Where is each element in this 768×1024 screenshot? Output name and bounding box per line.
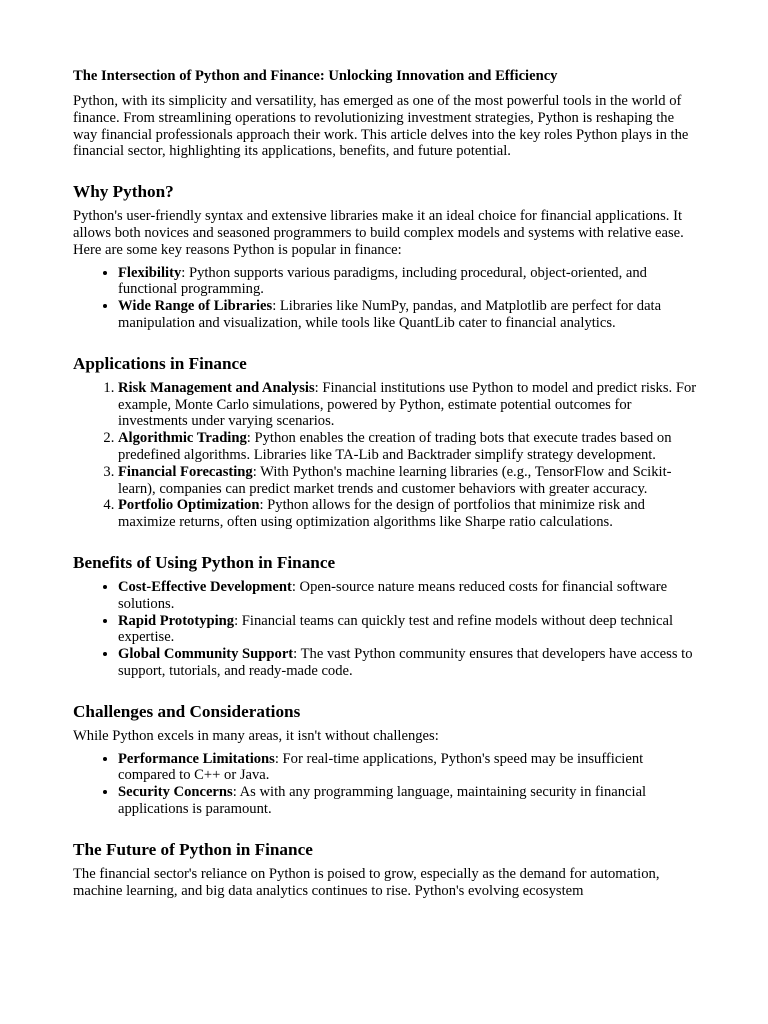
list-item-term: Portfolio Optimization (118, 497, 260, 514)
list-item-text: : Python allows for the design of portfolios that minimize risk and maximize returns, often using optimization algorithms like Sharpe ratio calculations. (118, 497, 645, 531)
why-python-list (73, 265, 697, 332)
list-item (118, 497, 697, 531)
challenges-paragraph: While Python excels in many areas, it isn't without challenges: (73, 727, 439, 744)
section-why-python (73, 182, 697, 332)
list-item-text: : Python enables the creation of trading bots that execute trades based on predefined algorithms. Libraries like TA-Lib and Backtrader simplify strategy development. (118, 430, 672, 463)
list-item-term: Financial Forecasting (118, 463, 253, 480)
section-heading-applications: Applications in Finance (73, 353, 247, 373)
list-item (118, 265, 697, 299)
future-paragraph: The financial sector's reliance on Python is poised to grow, especially as the demand for automation, machine learning, and big data analytics continues to rise. Python's evolving ecosystem (73, 865, 660, 899)
list-item-text: : Financial teams can quickly test and refine models without deep technical expertise. (118, 612, 673, 646)
list-item (118, 430, 697, 464)
list-item-term: Global Community Support (118, 646, 294, 663)
list-item-text: : For real-time applications, Python's speed may be insufficient compared to C++ or Java. (118, 750, 644, 784)
section-future (73, 840, 697, 900)
list-item (118, 298, 697, 332)
list-item-text: : Financial institutions use Python to model and predict risks. For example, Monte Carlo simulations, powered by Python, estimate potential outcomes for investments under varying scenarios. (118, 379, 697, 430)
section-challenges (73, 702, 697, 818)
list-item-text: : The vast Python community ensures that developers have access to support, tutorials, and ready-made code. (118, 646, 693, 679)
document-body (73, 68, 697, 921)
section-heading-benefits: Benefits of Using Python in Finance (73, 552, 336, 572)
list-item-term: Security Concerns (118, 784, 233, 801)
list-item (118, 646, 697, 680)
list-item (118, 380, 697, 430)
why-python-paragraph: Python's user-friendly syntax and extensive libraries make it an ideal choice for financial applications. It allows both novices and seasoned programmers to build complex models and systems with relative ease. Here are some key reasons Python is popular in finance: (73, 208, 684, 258)
list-item-term: Performance Limitations (118, 750, 275, 767)
section-heading-challenges: Challenges and Considerations (73, 701, 301, 721)
section-applications (73, 354, 697, 531)
document-title: The Intersection of Python and Finance: Unlocking Innovation and Efficiency (73, 68, 558, 84)
list-item-term: Wide Range of Libraries (118, 298, 273, 315)
list-item (118, 784, 697, 818)
list-item-term: Flexibility (118, 264, 182, 281)
list-item-text: : Open-source nature means reduced costs for financial software solutions. (118, 578, 668, 612)
section-benefits (73, 553, 697, 680)
section-heading-future: The Future of Python in Finance (73, 839, 313, 859)
applications-list (73, 380, 697, 531)
list-item (118, 464, 697, 498)
list-item (118, 613, 697, 647)
intro-paragraph: Python, with its simplicity and versatility, has emerged as one of the most powerful tools in the world of finance. From streamlining operations to revolutionizing investment strategies, Python is reshaping the way financial professionals approach their work. This article delves into the key roles Python plays in the financial sector, highlighting its applications, benefits, and future potential. (73, 93, 689, 160)
list-item-term: Rapid Prototyping (118, 612, 235, 629)
list-item-text: : Python supports various paradigms, including procedural, object-oriented, and functional programming. (118, 264, 647, 298)
list-item-term: Risk Management and Analysis (118, 379, 315, 396)
list-item (118, 751, 697, 785)
benefits-list (73, 579, 697, 680)
list-item-text: : With Python's machine learning libraries (e.g., TensorFlow and Scikit-learn), companies can predict market trends and customer behaviors with greater accuracy. (118, 463, 672, 497)
list-item-text: : Libraries like NumPy, pandas, and Matplotlib are perfect for data manipulation and visualization, while tools like QuantLib cater to financial analytics. (118, 298, 662, 331)
section-heading-why-python: Why Python? (73, 182, 174, 202)
challenges-list (73, 751, 697, 818)
list-item-text: : As with any programming language, maintaining security in financial applications is paramount. (118, 784, 647, 817)
list-item-term: Cost-Effective Development (118, 578, 292, 595)
list-item-term: Algorithmic Trading (118, 430, 247, 447)
list-item (118, 579, 697, 613)
